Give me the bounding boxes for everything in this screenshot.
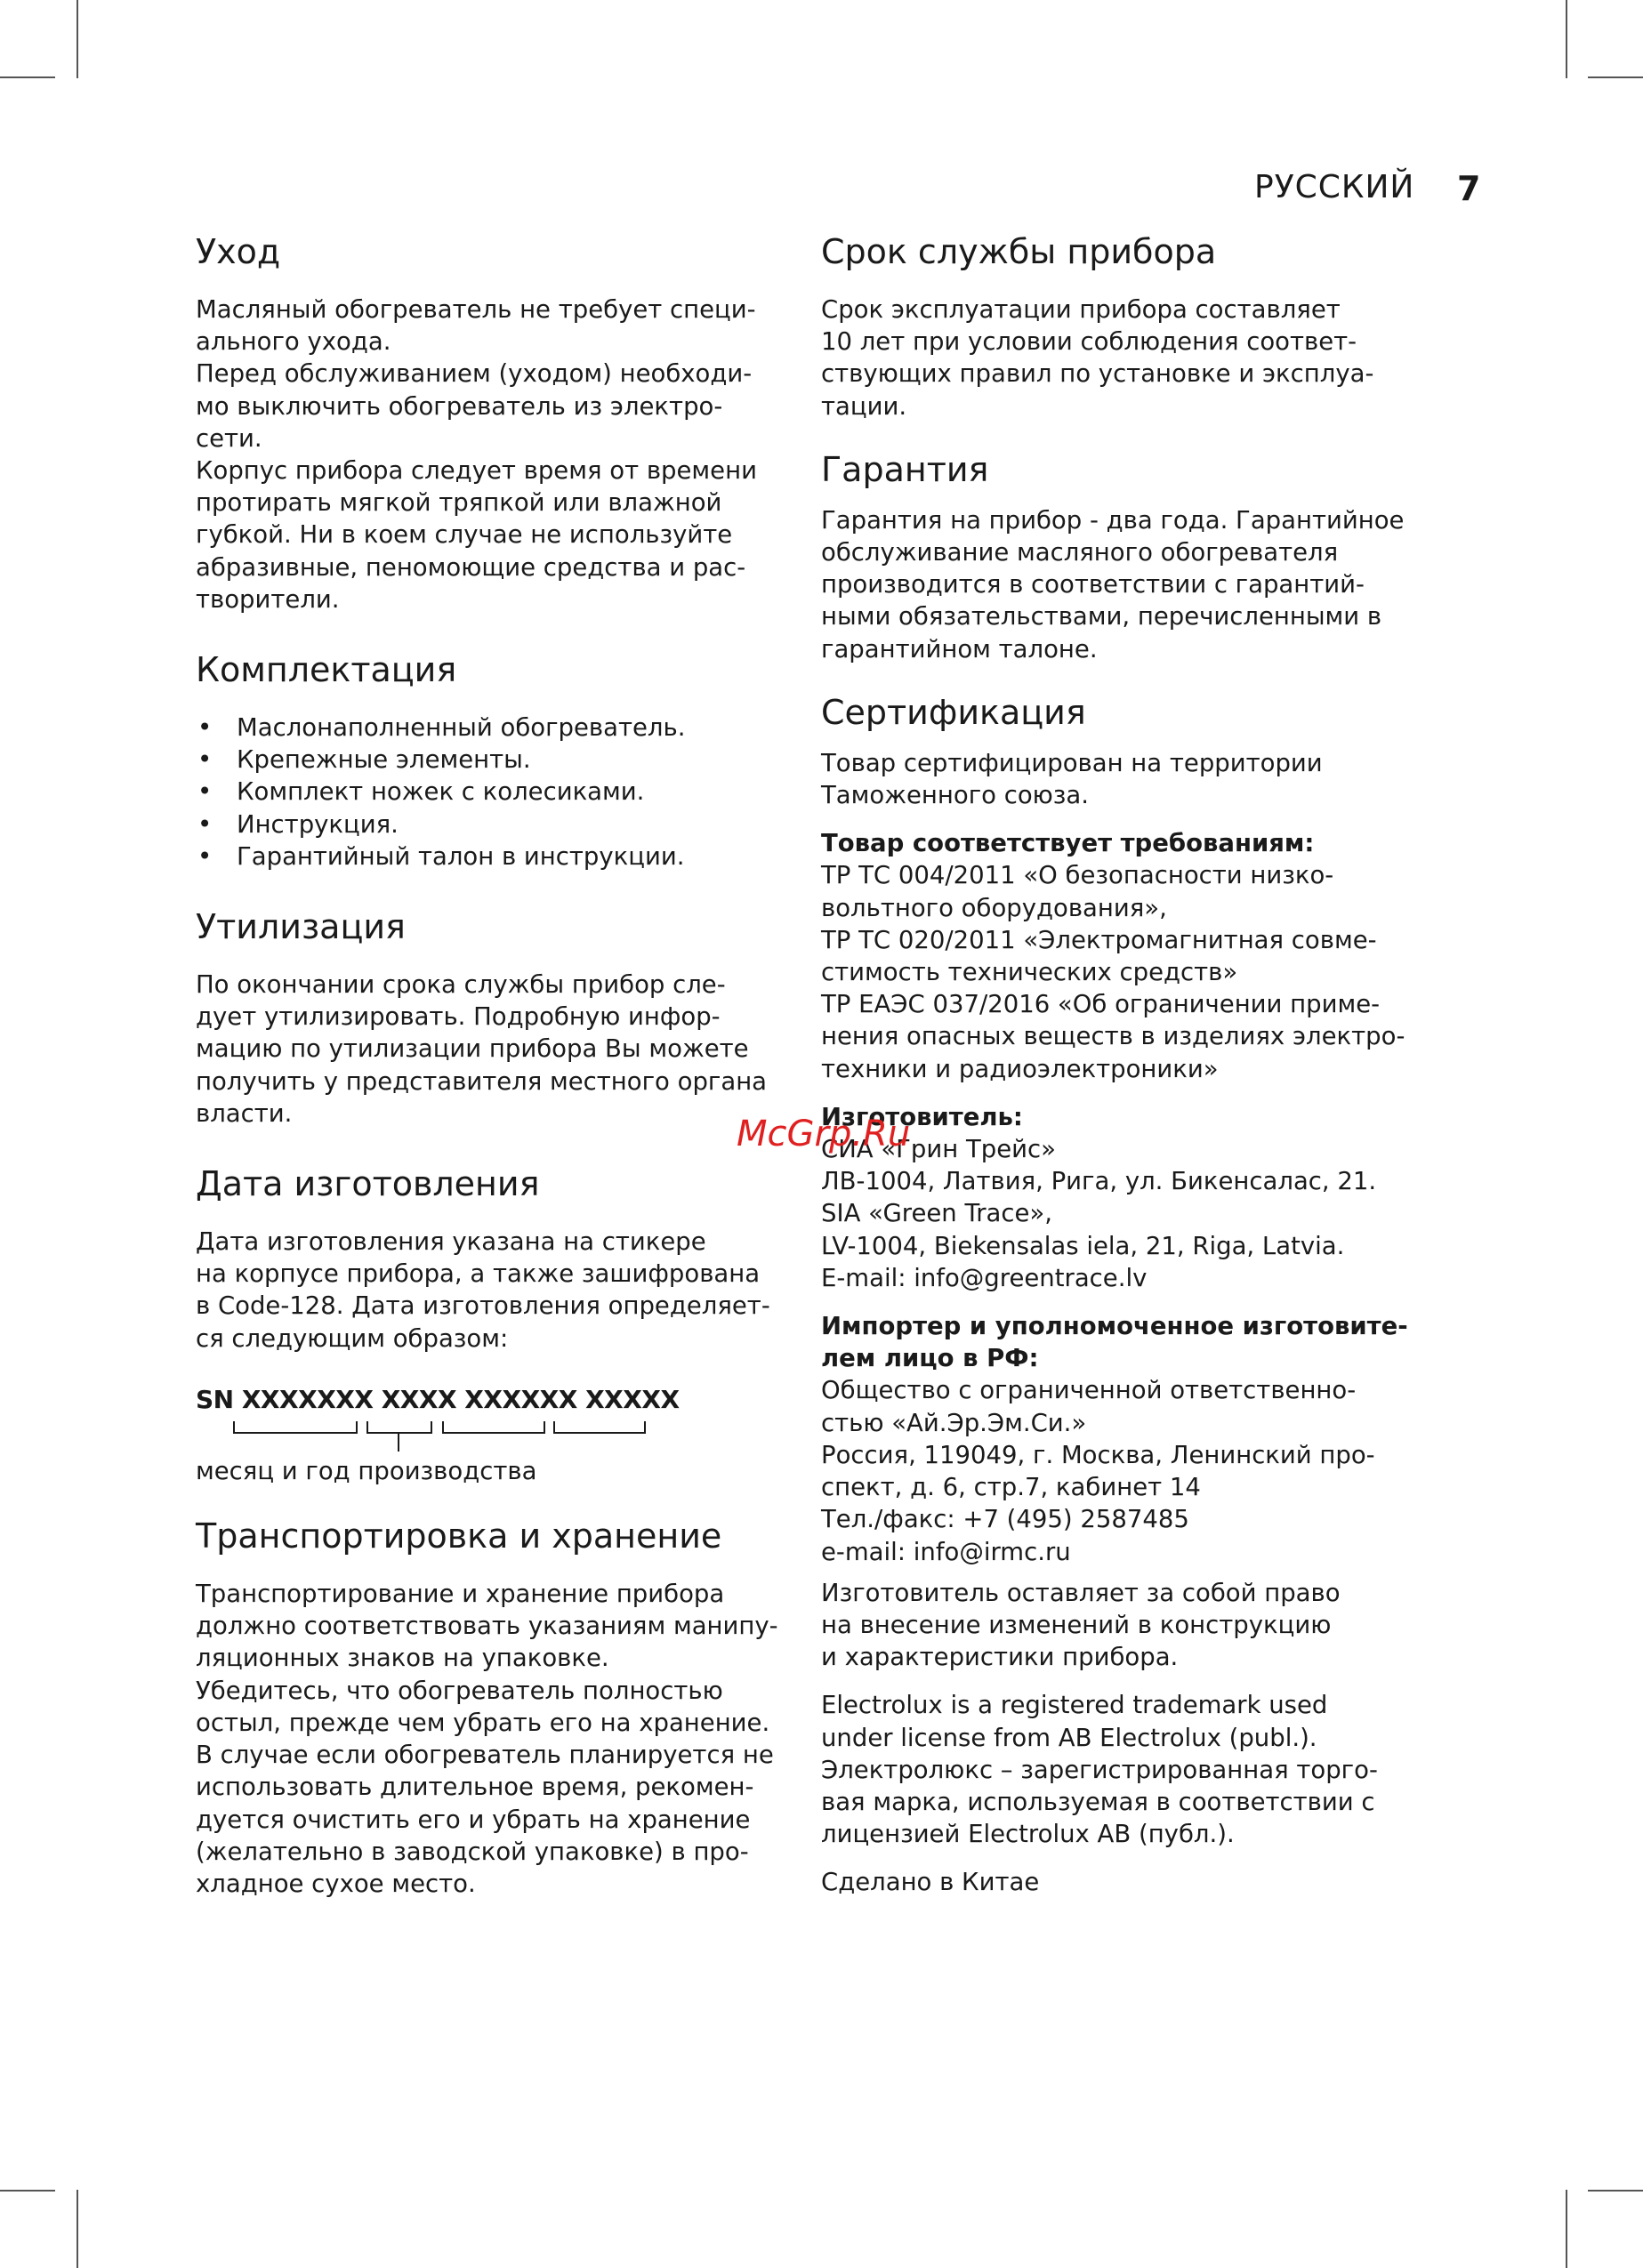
text-line: власти. (196, 1098, 293, 1128)
text-line: стью «Ай.Эр.Эм.Си.» (821, 1408, 1087, 1437)
right-column (821, 229, 1435, 1899)
text-line: абразивные, пеномоющие средства и рас- (196, 552, 746, 582)
serial-number-format: SN XXXXXXX XXXX XXXXXX XXXXX (196, 1384, 680, 1414)
text-line: стимость технических средств» (821, 958, 1238, 987)
text-line: на внесение изменений в конструкцию (821, 1610, 1332, 1639)
text-line: Россия, 119049, г. Москва, Ленинский про- (821, 1440, 1375, 1469)
text-line: E-mail: info@greentrace.lv (821, 1263, 1148, 1292)
crop-mark (77, 0, 78, 78)
text-line: вая марка, используемая в соответствии с (821, 1787, 1375, 1816)
text-line: В случае если обогреватель планируется не (196, 1741, 774, 1770)
text-line: СИА «Грин Трейс» (821, 1135, 1056, 1164)
requirements-heading: Товар соответствует требованиям: (821, 829, 1315, 858)
text-line: техники и радиоэлектроники» (821, 1054, 1219, 1083)
serial-caption: месяц и год производства (196, 1456, 537, 1485)
text-line: гарантийном талоне. (821, 634, 1098, 664)
text-line: в Code-128. Дата изготовления определяет- (196, 1291, 770, 1321)
text-line: мацию по утилизации прибора Вы можете (196, 1034, 749, 1064)
section-title: Уход (196, 232, 281, 271)
bracket (233, 1421, 358, 1434)
text-line: Электролюкс – зарегистрированная торго- (821, 1755, 1378, 1784)
crop-mark (1588, 76, 1643, 78)
bracket (366, 1421, 432, 1434)
text-line: нения опасных веществ в изделиях электро- (821, 1022, 1405, 1051)
serial-number-diagram (196, 1414, 783, 1455)
section-package (196, 647, 783, 873)
section-warranty (821, 447, 1435, 665)
section-title: Утилизация (196, 907, 406, 947)
list-item: • Маслонаполненный обогреватель. (196, 712, 783, 744)
section-title: Сертификация (821, 692, 1086, 732)
section-service-life (821, 229, 1435, 422)
text-line: ляционных знаков на упаковке. (196, 1644, 609, 1673)
text-line: Масляный обогреватель не требует специ- (196, 295, 756, 324)
text-line: ствующих правил по установке и эксплуа- (821, 359, 1374, 389)
text-line: Срок эксплуатации прибора составляет (821, 295, 1341, 324)
section-title: Комплектация (196, 650, 457, 690)
text-line: Корпус прибора следует время от времени (196, 456, 757, 486)
list-item: • Крепежные элементы. (196, 744, 783, 776)
crop-mark (0, 2190, 55, 2192)
text-line: хладное сухое место. (196, 1869, 476, 1898)
text-line: Транспортирование и хранение прибора (196, 1580, 725, 1609)
text-line: ными обязательствами, перечисленными в (821, 602, 1382, 631)
crop-mark (1566, 2190, 1567, 2268)
text-line: на корпусе прибора, а также зашифрована (196, 1259, 761, 1289)
text-line: мо выключить обогреватель из электро- (196, 391, 723, 421)
crop-mark (1566, 0, 1567, 78)
section-title: Срок службы прибора (821, 232, 1217, 271)
text-line: Убедитесь, что обогреватель полностью (196, 1676, 723, 1705)
text-line: Гарантия на прибор - два года. Гарантийное (821, 505, 1405, 535)
text-line: тации. (821, 391, 907, 421)
text-line: SIA «Green Trace», (821, 1199, 1053, 1228)
text-line: спект, д. 6, стр.7, кабинет 14 (821, 1473, 1201, 1502)
text-line: ТР ТС 004/2011 «О безопасности низко- (821, 861, 1334, 890)
bracket (553, 1421, 646, 1434)
text-line: 10 лет при условии соблюдения соответ- (821, 327, 1357, 357)
text-line: получить у представителя местного органа (196, 1066, 768, 1096)
bracket-tick (398, 1432, 399, 1452)
text-line: дуется очистить его и убрать на хранение (196, 1805, 751, 1834)
text-line: Перед обслуживанием (уходом) необходи- (196, 359, 753, 389)
package-list (196, 712, 783, 873)
text-line: сети. (196, 423, 262, 453)
section-certification (821, 690, 1435, 1899)
text-line: ся следующим образом: (196, 1323, 509, 1353)
text-line: и характеристики прибора. (821, 1643, 1179, 1672)
importer-heading: Импортер и уполномоченное изготовите- (821, 1312, 1408, 1341)
text-line: губкой. Ни в коем случае не используйте (196, 520, 733, 550)
manufacturer-heading: Изготовитель: (821, 1102, 1023, 1131)
section-disposal (196, 905, 783, 1130)
header-language: РУССКИЙ (1254, 169, 1415, 205)
text-line: ального ухода. (196, 327, 391, 357)
bracket (442, 1421, 545, 1434)
text-line: лицензией Electrolux AB (публ.). (821, 1820, 1235, 1849)
text-line: обслуживание масляного обогревателя (821, 538, 1339, 567)
text-line: дует утилизировать. Подробную инфор- (196, 1002, 721, 1032)
text-line: Товар сертифицирован на территории (821, 748, 1323, 777)
section-title: Дата изготовления (196, 1164, 540, 1204)
page-header (1241, 169, 1517, 222)
crop-mark (0, 76, 55, 78)
section-title: Гарантия (821, 449, 989, 489)
text-line: e-mail: info@irmc.ru (821, 1537, 1071, 1566)
page-number: 7 (1457, 169, 1481, 208)
text-line: Electrolux is a registered trademark used (821, 1691, 1328, 1720)
text-line: (желательно в заводской упаковке) в про- (196, 1837, 749, 1866)
list-item: • Комплект ножек с колесиками. (196, 776, 783, 808)
text-line: LV-1004, Biekensalas iela, 21, Riga, Latvia. (821, 1231, 1345, 1260)
made-in: Сделано в Китае (821, 1868, 1040, 1897)
text-line: ЛВ-1004, Латвия, Рига, ул. Бикенсалас, 21. (821, 1167, 1377, 1196)
text-line: Дата изготовления указана на стикере (196, 1227, 706, 1257)
watermark: McGrp.Ru (737, 1114, 911, 1154)
text-line: Таможенного союза. (821, 781, 1090, 810)
text-line: Тел./факс: +7 (495) 2587485 (821, 1505, 1189, 1534)
text-line: должно соответствовать указаниям манипу- (196, 1612, 778, 1641)
crop-mark (1588, 2190, 1643, 2192)
text-line: творители. (196, 584, 340, 614)
text-line: остыл, прежде чем убрать его на хранение. (196, 1708, 770, 1737)
section-title: Транспортировка и хранение (196, 1516, 722, 1556)
list-item: • Гарантийный талон в инструкции. (196, 840, 783, 873)
text-line: производится в соответствии с гарантий- (821, 570, 1365, 599)
list-item: • Инструкция. (196, 808, 783, 840)
text-line: По окончании срока службы прибор сле- (196, 970, 726, 1000)
text-line: ТР ЕАЭС 037/2016 «Об ограничении приме- (821, 990, 1381, 1019)
section-manufacture-date (196, 1162, 783, 1487)
text-line: вольтного оборудования», (821, 893, 1167, 922)
text-line: протирать мягкой тряпкой или влажной (196, 488, 722, 518)
text-line: ТР ТС 020/2011 «Электромагнитная совме- (821, 925, 1377, 954)
text-line: under license from AB Electrolux (publ.). (821, 1723, 1317, 1752)
text-line: Изготовитель оставляет за собой право (821, 1578, 1341, 1607)
section-transport (196, 1514, 783, 1900)
left-column (196, 229, 783, 1900)
section-care (196, 229, 783, 615)
importer-heading: лем лицо в РФ: (821, 1344, 1039, 1373)
crop-mark (77, 2190, 78, 2268)
text-line: Общество с ограниченной ответственно- (821, 1376, 1357, 1405)
text-line: использовать длительное время, рекомен- (196, 1773, 754, 1802)
